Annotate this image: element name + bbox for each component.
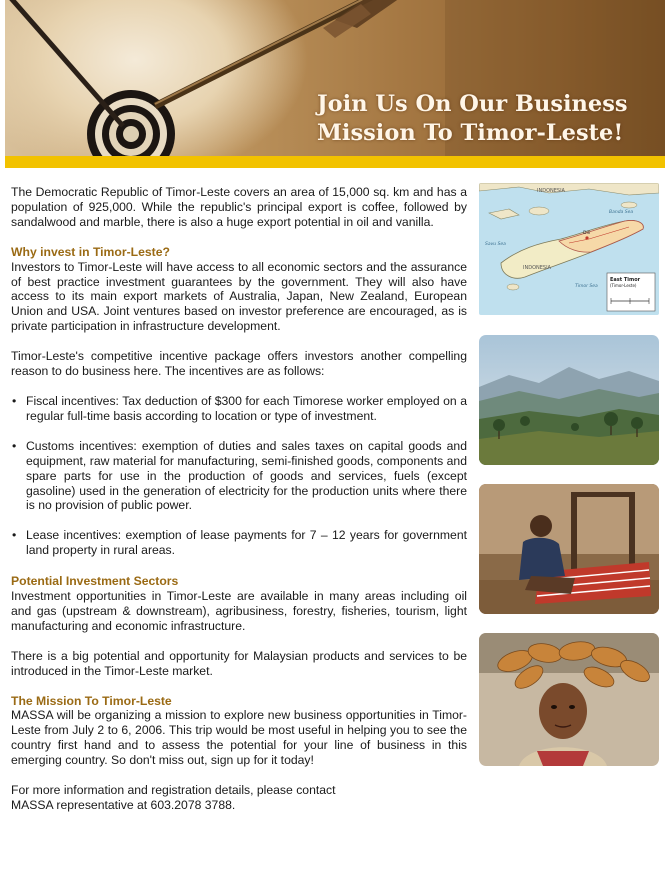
map-legend-subtitle: (Timor-Leste) (610, 283, 637, 288)
map-label-indonesia-top: INDONESIA (537, 188, 565, 194)
mission-paragraph: MASSA will be organizing a mission to explore new business opportunities in Timor-Leste from July 2 to 6, 2006. This trip would be most useful in helping you to see the country first hand and to assess the potential for your line of business in this emerging country. So don't miss out, sign up for it today! (11, 708, 467, 768)
banner-title: Join Us On Our Business Mission To Timor-Leste! (317, 91, 628, 146)
why-paragraph-1: Investors to Timor-Leste will have access to all economic sectors and the assurance of best practice investment guarantees by the government. They will also have access to its main export markets of Australia, Japan, New Zealand, European Union and USA. Joint ventures based on investor preference are encouraged, as is private participation in infrastructure development. (11, 259, 467, 334)
list-item: • Lease incentives: exemption of lease payments for 7 – 12 years for government land property in rural areas. (11, 528, 467, 558)
map-legend-title: East Timor (610, 277, 641, 283)
list-item: • Customs incentives: exemption of duties and sales taxes on capital goods and equipment, raw material for manufacturing, semi-finished goods, components and spare parts for use in the production of goods and services, fuels (except gasoline) used in the generation of electricity for the production units where there is no provision of public power. (11, 439, 467, 514)
contact-line-1: For more information and registration details, please contact (11, 783, 336, 798)
weaver-photo (479, 484, 659, 614)
sectors-paragraph-1: Investment opportunities in Timor-Leste are available in many areas including oil and gas (upstream & downstream), agribusiness, forestry, fisheries, tourism, light manufacturing and economic infrastructure. (11, 589, 467, 633)
sectors-paragraph-2: There is a big potential and opportunity for Malaysian products and services to be introduced in the Timor-Leste market. (11, 648, 467, 678)
article-body (11, 185, 467, 813)
incentives-list (11, 394, 467, 558)
intro-paragraph: The Democratic Republic of Timor-Leste covers an area of 15,000 sq. km and has a population of 925,000. While the republic's principal export is coffee, followed by sandalwood and marble, there is also a huge export potential in oil and vanilla. (11, 185, 467, 229)
heading-investment-sectors: Potential Investment Sectors (11, 574, 179, 589)
map-label-banda: Banda Sea (609, 210, 634, 215)
heading-why-invest: Why invest in Timor-Leste? (11, 244, 170, 259)
map-label-timor-sea: Timor Sea (575, 284, 598, 289)
map-east-timor (479, 183, 659, 315)
why-paragraph-2: Timor-Leste's competitive incentive package offers investors another compelling reason to do business here. The incentives are as follows: (11, 349, 467, 379)
heading-mission: The Mission To Timor-Leste (11, 693, 172, 708)
map-label-indonesia-mid: INDONESIA (523, 265, 551, 271)
contact-line-2: MASSA representative at 603.2078 3788. (11, 798, 236, 812)
landscape-photo (479, 335, 659, 465)
gold-divider (5, 156, 665, 168)
map-label-dili: Dili (583, 231, 591, 236)
list-item: • Fiscal incentives: Tax deduction of $300 for each Timorese worker employed on a regular full-time basis according to location or type of investment. (11, 394, 467, 424)
woman-with-corn-photo (479, 633, 659, 766)
map-label-savu: Savu Sea (485, 242, 506, 247)
header-banner (5, 0, 665, 156)
